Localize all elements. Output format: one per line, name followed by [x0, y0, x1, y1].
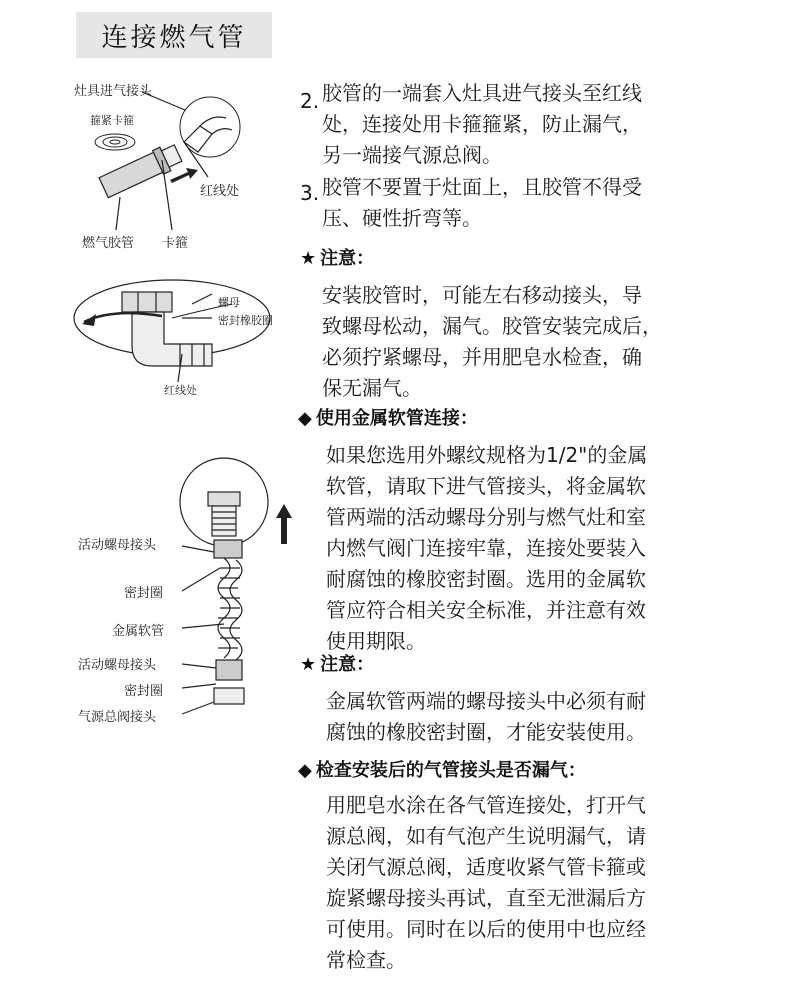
note2-heading-text: 注意： [320, 654, 375, 675]
metal-line: 耐腐蚀的橡胶密封圈。选用的金属软 [326, 567, 646, 591]
check-line: 可使用。同时在以后的使用中也应经 [326, 917, 646, 941]
metal-line: 管应符合相关安全标准，并注意有效 [326, 598, 646, 622]
check-line: 常检查。 [326, 948, 406, 972]
label-seal-ring: 密封橡胶圈 [218, 314, 273, 327]
label-clamp: 卡箍 [162, 236, 189, 251]
check-line: 源总阀，如有气泡产生说明漏气，请 [326, 824, 646, 848]
note1-line: 致螺母松动，漏气。胶管安装完成后， [322, 314, 662, 338]
label-seal-1: 密封圈 [124, 586, 164, 601]
label-metal-hose: 金属软管 [112, 624, 165, 639]
metal-line: 如果您选用外螺纹规格为1/2"的金属 [326, 443, 648, 467]
step3-line: 胶管不要置于灶面上，且胶管不得受 [322, 175, 642, 199]
step2-line: 另一端接气源总阀。 [322, 143, 502, 167]
figure1-drawing [80, 82, 300, 242]
label-red-line-1: 红线处 [200, 184, 240, 199]
figure2-drawing [72, 274, 272, 394]
metal-heading-text: 使用金属软管连接： [315, 408, 478, 429]
diamond-icon: ◆ [298, 760, 312, 781]
label-inlet: 灶具进气接头 [74, 84, 153, 99]
step2-line: 处，连接处用卡箍箍紧，防止漏气， [322, 112, 642, 136]
metal-line: 内燃气阀门连接牢靠，连接处要装入 [326, 536, 646, 560]
note2-heading [300, 650, 374, 680]
note2-line: 腐蚀的橡胶密封圈，才能安装使用。 [326, 720, 646, 744]
note1-line: 必须拧紧螺母，并用肥皂水检查，确 [322, 345, 642, 369]
step3-text [322, 172, 642, 234]
note1-text [322, 280, 662, 404]
figure3-drawing [180, 456, 320, 726]
label-gas-hose: 燃气胶管 [82, 236, 135, 251]
check-line: 旋紧螺母接头再试，直至无泄漏后方 [326, 886, 646, 910]
check-heading-text: 检查安装后的气管接头是否漏气： [315, 760, 586, 781]
metal-line: 软管，请取下进气管接头，将金属软 [326, 474, 646, 498]
label-nut: 螺母 [218, 296, 240, 309]
step3-line: 压、硬性折弯等。 [322, 206, 482, 230]
check-line: 用肥皂水涂在各气管连接处，打开气 [326, 793, 646, 817]
metal-line: 管两端的活动螺母分别与燃气灶和室 [326, 505, 646, 529]
label-swivel-nut-2: 活动螺母接头 [78, 658, 157, 673]
label-swivel-nut-1: 活动螺母接头 [78, 538, 157, 553]
step3-number: 3. [300, 181, 320, 205]
label-valve-joint: 气源总阀接头 [78, 710, 157, 725]
step2-line: 胶管的一端套入灶具进气接头至红线 [322, 81, 642, 105]
label-clamp-tighten: 箍紧卡箍 [90, 114, 134, 127]
metal-text [326, 440, 647, 657]
diamond-icon: ◆ [298, 408, 312, 429]
label-red-line-2: 红线处 [164, 384, 197, 397]
step2-number: 2. [300, 89, 320, 113]
check-heading [298, 756, 586, 786]
note2-line: 金属软管两端的螺母接头中必须有耐 [326, 689, 646, 713]
note1-heading [300, 244, 374, 274]
page-title [76, 12, 272, 58]
star-icon: ★ [300, 654, 317, 675]
note2-text [326, 686, 646, 748]
label-seal-2: 密封圈 [124, 684, 164, 699]
page-title-text: 连接燃气管 [101, 22, 247, 53]
metal-line: 使用期限。 [326, 629, 426, 653]
note1-heading-text: 注意： [320, 248, 375, 269]
check-line: 关闭气源总阀，适度收紧气管卡箍或 [326, 855, 646, 879]
star-icon: ★ [300, 248, 317, 269]
step2-text [322, 78, 642, 171]
note1-line: 保无漏气。 [322, 376, 422, 400]
note1-line: 安装胶管时，可能左右移动接头，导 [322, 283, 642, 307]
check-text [326, 790, 646, 976]
metal-heading [298, 404, 478, 434]
